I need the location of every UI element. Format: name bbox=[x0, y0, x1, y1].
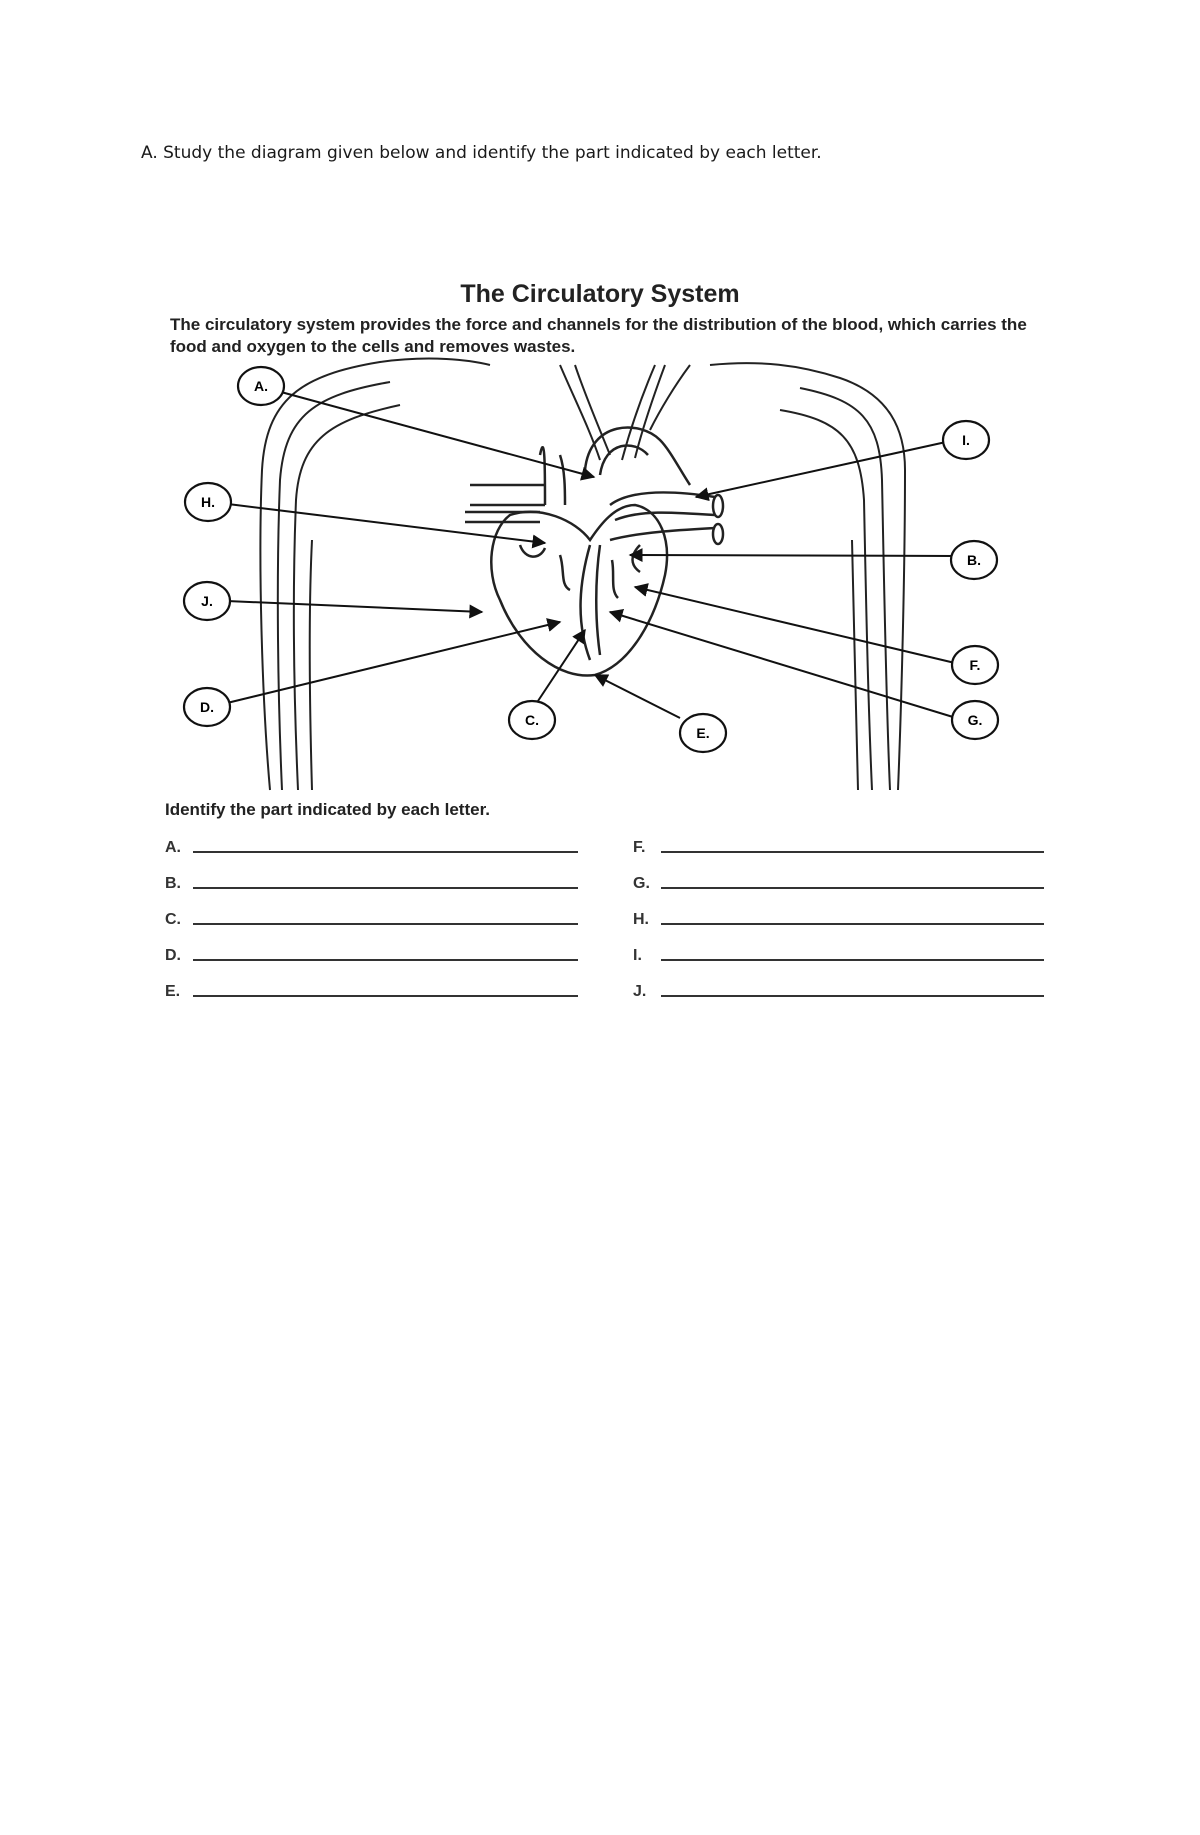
label-f: F. bbox=[969, 657, 981, 673]
question-heading: Identify the part indicated by each letter. bbox=[165, 800, 490, 819]
heart bbox=[465, 428, 723, 676]
answer-letter: E. bbox=[165, 983, 181, 1000]
answer-letter: J. bbox=[633, 983, 647, 1000]
answer-field-c[interactable] bbox=[193, 923, 578, 925]
answer-letter: C. bbox=[165, 911, 181, 928]
answer-row-j bbox=[633, 977, 1044, 1001]
answer-row-a bbox=[165, 833, 578, 857]
answer-field-f[interactable] bbox=[661, 851, 1044, 853]
answer-field-b[interactable] bbox=[193, 887, 578, 889]
answer-field-h[interactable] bbox=[661, 923, 1044, 925]
answer-letter: F. bbox=[633, 839, 646, 856]
label-i: I. bbox=[962, 432, 970, 448]
description: The circulatory system provides the force and channels for the distribution of the blood, which carries the food and oxygen to the cells and removes wastes. bbox=[170, 315, 1027, 356]
answer-row-h bbox=[633, 905, 1044, 929]
answer-field-j[interactable] bbox=[661, 995, 1044, 997]
circulatory-diagram bbox=[0, 0, 1200, 800]
page-title: The Circulatory System bbox=[460, 280, 740, 308]
label-d: D. bbox=[200, 699, 214, 715]
answer-letter: A. bbox=[165, 839, 181, 856]
answer-field-d[interactable] bbox=[193, 959, 578, 961]
answer-field-e[interactable] bbox=[193, 995, 578, 997]
label-b: B. bbox=[967, 552, 981, 568]
answer-row-g bbox=[633, 869, 1044, 893]
label-a: A. bbox=[254, 378, 268, 394]
label-e: E. bbox=[696, 725, 710, 741]
answer-field-i[interactable] bbox=[661, 959, 1044, 961]
answer-field-g[interactable] bbox=[661, 887, 1044, 889]
answer-letter: G. bbox=[633, 875, 650, 892]
answer-row-c bbox=[165, 905, 578, 929]
answer-field-a[interactable] bbox=[193, 851, 578, 853]
instruction-text: A. Study the diagram given below and identify the part indicated by each letter. bbox=[141, 143, 822, 163]
label-c: C. bbox=[525, 712, 539, 728]
answer-letter: B. bbox=[165, 875, 181, 892]
answer-row-e bbox=[165, 977, 578, 1001]
answer-row-f bbox=[633, 833, 1044, 857]
answer-letter: I. bbox=[633, 947, 642, 964]
answer-row-d bbox=[165, 941, 578, 965]
answer-row-b bbox=[165, 869, 578, 893]
label-h: H. bbox=[201, 494, 215, 510]
answer-row-i bbox=[633, 941, 1044, 965]
answer-letter: H. bbox=[633, 911, 649, 928]
label-j: J. bbox=[201, 593, 213, 609]
answer-letter: D. bbox=[165, 947, 181, 964]
label-g: G. bbox=[967, 712, 983, 728]
